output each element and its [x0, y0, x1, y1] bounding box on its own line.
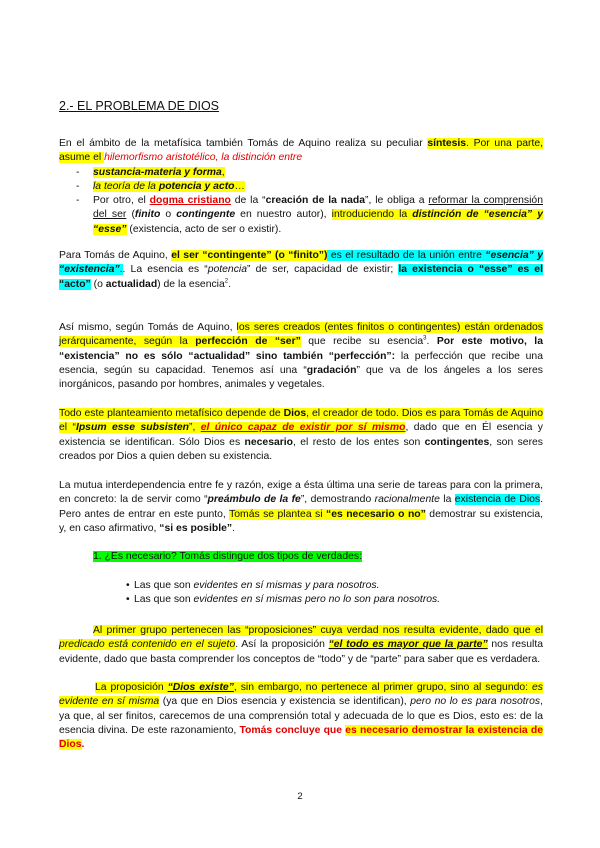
text-run: contingente [176, 209, 236, 221]
paragraph-dios-existe [59, 681, 543, 752]
text-run: . Pero antes de entrar en este punto, [59, 494, 543, 520]
text-run: los seres creados (entes finitos o contingentes) están ordenados jerárquicamente, según la [59, 322, 544, 348]
text-run: de la “ [230, 195, 266, 207]
text-run: introduciendo la [331, 209, 413, 221]
text-run: Las que son [134, 594, 194, 606]
text-run: la [439, 494, 455, 506]
numbered-item [93, 550, 543, 564]
text-run: “si es posible” [159, 522, 233, 534]
text-run: Tomás se plantea si [229, 508, 326, 520]
text-run: Para Tomás de Aquino, [59, 250, 172, 261]
text-run: Así mismo, según Tomás de Aquino, [59, 322, 237, 333]
text-run: … [234, 180, 245, 192]
text-run: En el ámbito de la metafísica también Tomás de Aquino realiza su peculiar [59, 138, 428, 149]
text-run: , el creador de todo. Dios es para Tomás de Aquino el “ [59, 408, 543, 434]
section-heading: 2.- EL PROBLEMA DE DIOS [59, 99, 220, 113]
red-text [104, 152, 302, 163]
text-run: , sin embargo, no pertenece al primer grupo, sino al segundo: [233, 682, 532, 693]
text-run: evidentes en sí mismas pero no lo son para nosotros. [193, 594, 441, 606]
text-run: dogma cristiano [149, 195, 231, 207]
highlight [93, 167, 222, 178]
text-run: predicado está contenido en el sujeto [59, 639, 236, 651]
text-run: . Por una parte, asume el [59, 138, 544, 164]
text-run: nos resulta evidente, dado que basta comprender los conceptos de “todo” y de “parte” para saber que es verdadera. [59, 639, 543, 665]
text-run: (ya que en Dios esencia y existencia se identifican), [159, 696, 411, 708]
text-run: síntesis [427, 138, 467, 149]
text-run: preámbulo de la fe [207, 494, 301, 506]
text-run: en nuestro autor), [235, 209, 332, 221]
page-number: 2 [297, 791, 303, 802]
text-run: evidentes en sí mismas y para nosotros. [193, 580, 380, 591]
text-run: “esencia” y “existencia” [59, 250, 544, 276]
text-run: creación de la nada [265, 195, 365, 207]
highlight: el ser “contingente” (o “finito”) [171, 250, 328, 261]
text-run: La proposición [95, 682, 168, 693]
highlight: 1. ¿Es necesario? Tomás distingue dos tipos de verdades: [93, 551, 362, 562]
highlight: es necesario demostrar la existencia de Dios [59, 724, 543, 751]
text-run: pero no lo es para nosotros [410, 696, 541, 708]
text-run: la teoría de la [93, 180, 159, 192]
highlight: es el resultado de la unión entre [327, 250, 486, 261]
red-text: Tomás concluye que [239, 724, 346, 736]
list-item [59, 194, 543, 237]
list-item: - sustancia-materia y forma, [59, 166, 543, 180]
text-run: “Dios existe” [167, 682, 234, 693]
text-run: perfección de “ser” [195, 336, 301, 348]
dash-list [59, 166, 543, 237]
text-run: hilemorfismo aristotélico [104, 152, 216, 164]
text-run: la perfección que recibe una esencia, según su capacidad. Tenemos así una “ [59, 350, 543, 376]
paragraph-jerarquia [59, 321, 543, 392]
text-run: que recibe su esencia [300, 336, 424, 348]
text-run: ” de ser, capacidad de existir; [247, 264, 399, 276]
text-run: Ipsum esse subsisten [75, 422, 189, 434]
text-run: , la distinción entre [215, 152, 303, 164]
text-run: potencia [207, 264, 247, 276]
bullet-item [126, 579, 546, 593]
text-run: Por otro, el [93, 195, 150, 207]
text-run: . Así la proposición [235, 639, 329, 651]
text-run: , el resto de los entes son [293, 436, 425, 448]
text-run: (o [90, 278, 106, 290]
text-run: . [232, 522, 235, 534]
text-run: contingentes [424, 436, 490, 448]
bullet-item [126, 593, 546, 607]
text-run: ”, demostrando [300, 494, 375, 506]
highlight [93, 181, 245, 192]
text-run: distinción de “esencia” y “esse” [93, 209, 543, 235]
text-run: finito [134, 209, 161, 221]
paragraph-primer-grupo [59, 624, 543, 667]
text-run: . [228, 278, 231, 290]
paragraph-dios [59, 407, 543, 464]
text-run: Al primer grupo pertenecen las “proposiciones” cuya verdad nos resulta evidente, dado que el [93, 625, 543, 636]
highlight: la existencia o “esse” es el “acto” [59, 264, 543, 290]
text-run: reformar la comprensión del ser [93, 195, 543, 221]
text-run: . [426, 336, 437, 348]
paragraph-contingente: Para Tomás de Aquino, el ser “contingente” (o “finito”) es el resultado de la unión entre “esencia” y “existencia”.. La esencia es “potencia” de ser, capacidad de existir; la existencia o “esse” es el “acto” (o actualidad) de la esencia$^2$. [59, 250, 544, 290]
text-run: “el todo es mayor que la parte” [328, 639, 488, 651]
text-run: , son seres creados por Dios a quien deben su existencia. [59, 436, 543, 462]
text-run: ”, le obliga a [365, 195, 429, 207]
text-run: , dado que en Él esencia y existencia se identifican. Sólo Dios es [59, 422, 543, 448]
text-run: , ya que, al ser finitos, carecemos de una comprensión total y adecuada de lo que es Dios, esto es: de la esencia divina. De este razonamiento, [59, 696, 544, 736]
text-run: potencia y acto [158, 180, 235, 192]
text-run: Las que son [134, 580, 194, 591]
footnote-ref: 2 [224, 278, 229, 285]
text-run: o [160, 209, 177, 221]
text-run: ( [126, 209, 135, 221]
text-run: es evidente en sí misma [59, 682, 543, 708]
text-run: sustancia-materia y forma [93, 166, 222, 178]
bullet-list [126, 579, 546, 608]
text-run: ”, [188, 422, 201, 434]
text-run: demostrar su existencia, y, en caso afirmativo, [59, 508, 544, 534]
text-run: (existencia, acto de ser o existir). [126, 223, 282, 235]
text-run: racionalmente [374, 494, 440, 506]
text-run: actualidad [105, 278, 158, 290]
text-run: gradación [306, 364, 357, 376]
text-run: necesario [244, 436, 294, 448]
footnote-ref: 3 [423, 335, 427, 342]
text-run: ) de la esencia [157, 278, 225, 290]
text-run: . La esencia es “ [122, 264, 208, 276]
text-run: Dios [283, 408, 307, 419]
text-run: La mutua interdependencia entre fe y razón, exige a ésta última una serie de tareas para con la primera, en concreto: la de servir como “ [59, 480, 543, 506]
highlight: existencia de Dios [454, 494, 541, 506]
text-run: Por este motivo, la “existencia” no es sólo “actualidad” sino también “perfección”: [59, 336, 543, 362]
text-run: Todo este planteamiento metafísico depende de [59, 408, 284, 419]
text-run: “es necesario o no” [326, 508, 426, 520]
highlight [229, 509, 426, 520]
red-text: . [81, 739, 85, 751]
text-run: el único capaz de existir por sí mismo [200, 422, 406, 434]
list-item [59, 180, 543, 194]
paragraph-fe-razon [59, 479, 543, 536]
paragraph-intro [59, 137, 543, 237]
text-run: ” que va de los ángeles a los seres inorgánicos, pasando por hombres, animales y vegetales. [59, 364, 543, 391]
